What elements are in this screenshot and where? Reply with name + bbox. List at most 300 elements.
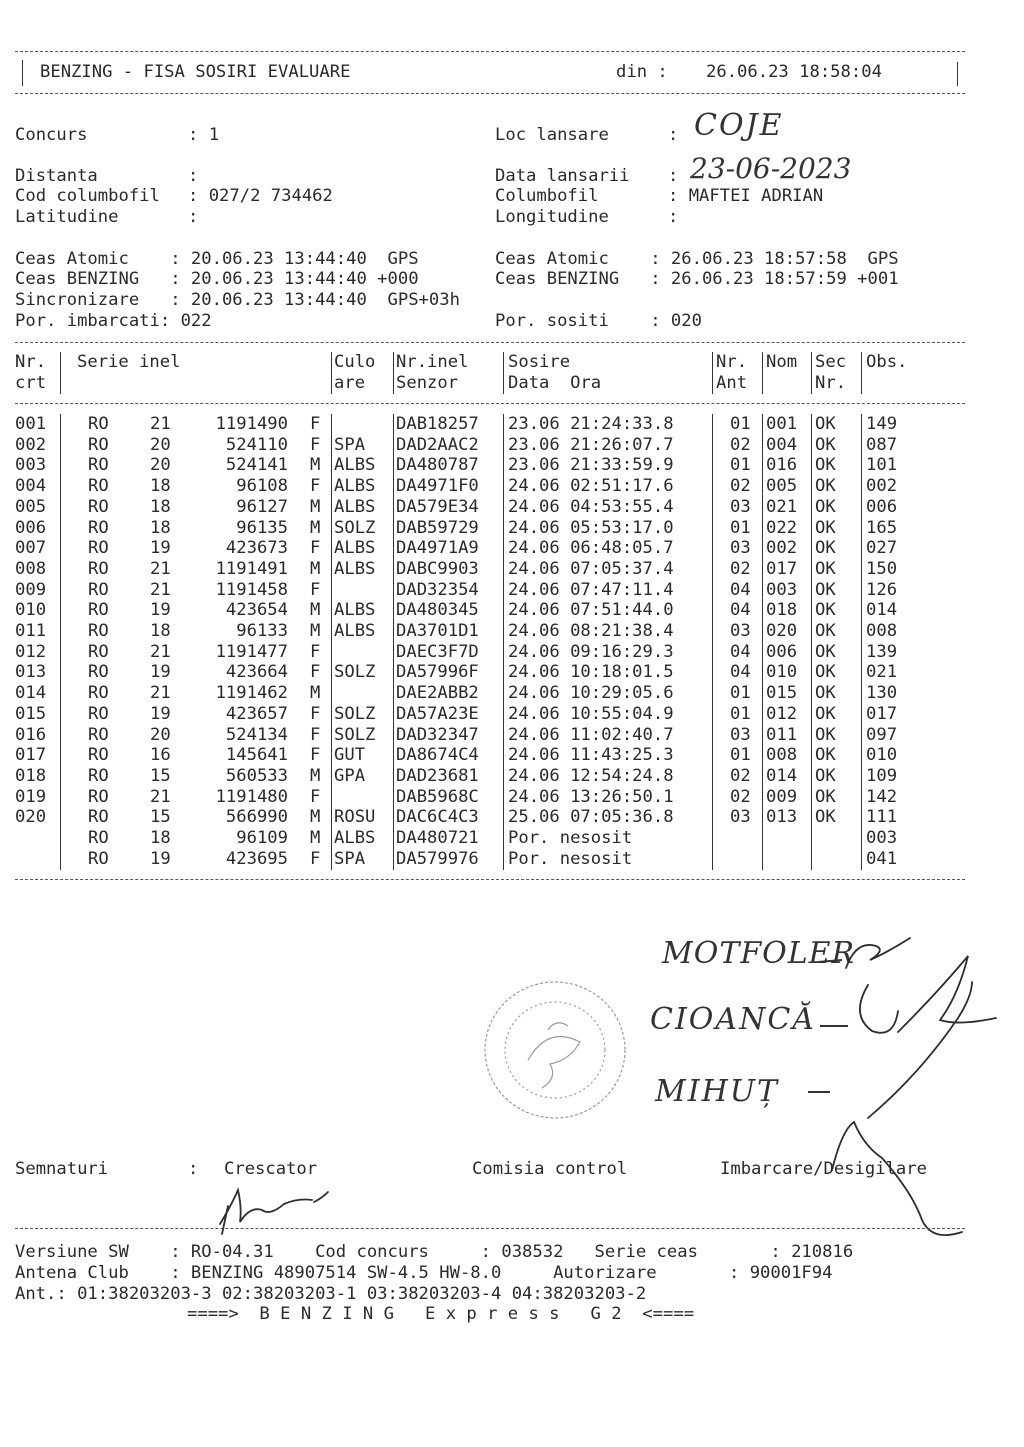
cell-nr: 008 [15, 558, 47, 579]
cell-sex: M [310, 807, 321, 828]
cell-senzor: DAB59729 [396, 517, 479, 538]
data-lansarii-label: Data lansarii [495, 166, 630, 186]
cell-sex: M [310, 517, 321, 538]
cell-obs: 126 [866, 579, 898, 600]
date-label: din : [616, 62, 668, 82]
cell-sex: M [310, 558, 321, 579]
columbofil-value: : MAFTEI ADRIAN [668, 186, 824, 206]
cell-ant: 02 [730, 434, 751, 455]
cell-nom: 001 [766, 414, 798, 434]
cell-an: 19 [150, 538, 171, 559]
cell-nom: 017 [766, 558, 798, 579]
cell-nr: 016 [15, 724, 47, 745]
distanta-label: Distanta [15, 166, 98, 186]
cell-sex: M [310, 496, 321, 517]
cell-inel: 96127 [236, 496, 288, 517]
cell-obs: 002 [866, 476, 898, 497]
loc-colon: : [668, 125, 679, 145]
cell-sec: OK [815, 579, 836, 600]
header-senzor: Senzor [396, 373, 459, 393]
cell-an: 18 [150, 517, 171, 538]
cell-sosire: 24.06 02:51:17.6 [508, 476, 674, 497]
cell-nom: 010 [766, 662, 798, 683]
cell-sosire: 23.06 21:24:33.8 [508, 414, 674, 434]
cell-obs: 097 [866, 724, 898, 745]
cell-an: 19 [150, 848, 171, 869]
cell-an: 19 [150, 703, 171, 724]
cell-ant: 02 [730, 786, 751, 807]
cell-sec: OK [815, 455, 836, 476]
cell-ant: 03 [730, 538, 751, 559]
cell-nom: 003 [766, 579, 798, 600]
cell-nom: 006 [766, 641, 798, 662]
cell-sec: OK [815, 414, 836, 434]
cell-sosire: 23.06 21:26:07.7 [508, 434, 674, 455]
cell-culoare: ALBS [334, 455, 376, 476]
cell-nom: 009 [766, 786, 798, 807]
crescator-label: Crescator [224, 1159, 318, 1179]
cell-ant: 04 [730, 662, 751, 683]
header-nr: Nr. [15, 352, 47, 372]
handwritten-name-1: MOTFOLER [662, 936, 856, 971]
cell-sex: M [310, 455, 321, 476]
commission-signatures [832, 938, 996, 1235]
cell-ant: 04 [730, 641, 751, 662]
cell-tara: RO [88, 745, 109, 766]
date-value: 26.06.23 18:58:04 [706, 62, 882, 82]
cell-obs: 142 [866, 786, 898, 807]
cell-an: 20 [150, 455, 171, 476]
cell-tara: RO [88, 662, 109, 683]
footer-antena: Antena Club : BENZING 48907514 SW-4.5 HW-8.0 Autorizare : 90001F94 [15, 1263, 833, 1283]
cell-inel: 96133 [236, 621, 288, 641]
cell-culoare: ROSU [334, 807, 376, 828]
cell-inel: 1191477 [215, 641, 288, 662]
cell-nr: 004 [15, 476, 47, 497]
cell-sec: OK [815, 683, 836, 704]
clock-sincronizare: Sincronizare : 20.06.23 13:44:40 GPS+03h [15, 290, 460, 310]
clock-left-benzing: Ceas BENZING : 20.06.23 13:44:40 +000 [15, 269, 419, 289]
cell-ant: 04 [730, 600, 751, 621]
latitudine-value: : [188, 207, 199, 227]
header-nr-inel: Nr.inel [396, 352, 469, 372]
cell-obs: 027 [866, 538, 898, 559]
cell-nr: 002 [15, 434, 47, 455]
cell-tara: RO [88, 455, 109, 476]
cell-senzor: DAEC3F7D [396, 641, 479, 662]
cod-columbofil-label: Cod columbofil [15, 186, 160, 206]
cell-senzor: DAE2ABB2 [396, 683, 479, 704]
cell-nom: 002 [766, 538, 798, 559]
cell-senzor: DA3701D1 [396, 621, 479, 641]
cell-inel: 423673 [225, 538, 288, 559]
cell-sec: OK [815, 517, 836, 538]
cell-sec: OK [815, 724, 836, 745]
cell-obs: 010 [866, 745, 898, 766]
header-nom: Nom [766, 352, 798, 372]
header-nr-ant: Nr. [716, 352, 748, 372]
cell-senzor: DA480787 [396, 455, 479, 476]
cell-senzor: DA480345 [396, 600, 479, 621]
cell-an: 18 [150, 476, 171, 497]
cell-sec: OK [815, 558, 836, 579]
columbofil-label: Columbofil [495, 186, 599, 206]
cell-obs: 087 [866, 434, 898, 455]
cell-sex: F [310, 476, 321, 497]
cell-obs: 139 [866, 641, 898, 662]
cell-culoare: SOLZ [334, 662, 376, 683]
cell-sex: F [310, 703, 321, 724]
cell-sosire: 25.06 07:05:36.8 [508, 807, 674, 828]
cell-sec: OK [815, 807, 836, 828]
cod-columbofil-value: : 027/2 734462 [188, 186, 333, 206]
cell-sosire: 24.06 06:48:05.7 [508, 538, 674, 559]
cell-inel: 1191490 [215, 414, 288, 434]
cell-sec: OK [815, 600, 836, 621]
loc-label: Loc lansare [495, 125, 609, 145]
page-title: BENZING - FISA SOSIRI EVALUARE [40, 62, 351, 82]
cell-an: 19 [150, 662, 171, 683]
cell-sosire: 24.06 05:53:17.0 [508, 517, 674, 538]
cell-tara: RO [88, 765, 109, 786]
cell-inel: 1191458 [215, 579, 288, 600]
cell-nom: 022 [766, 517, 798, 538]
cell-obs: 003 [866, 828, 898, 848]
cell-an: 18 [150, 621, 171, 641]
cell-nr: 010 [15, 600, 47, 621]
cell-culoare: ALBS [334, 828, 376, 848]
cell-obs: 101 [866, 455, 898, 476]
header-obs: Obs. [866, 352, 908, 372]
cell-nom: 020 [766, 621, 798, 641]
cell-senzor: DAB18257 [396, 414, 479, 434]
cell-senzor: DA579E34 [396, 496, 479, 517]
cell-obs: 150 [866, 558, 898, 579]
cell-sex: M [310, 765, 321, 786]
longitudine-value: : [668, 207, 679, 227]
cell-inel: 423654 [225, 600, 288, 621]
cell-an: 19 [150, 600, 171, 621]
header-sec-nr: Nr. [815, 373, 847, 393]
data-lansarii-handwritten: 23-06-2023 [690, 152, 852, 185]
cell-sex: M [310, 828, 321, 848]
cell-inel: 524141 [225, 455, 288, 476]
latitudine-label: Latitudine [15, 207, 119, 227]
cell-culoare: ALBS [334, 621, 376, 641]
cell-inel: 96135 [236, 517, 288, 538]
loc-value-handwritten: COJE [694, 108, 784, 143]
cell-ant: 03 [730, 807, 751, 828]
cell-sosire: 24.06 11:43:25.3 [508, 745, 674, 766]
clock-right-benzing: Ceas BENZING : 26.06.23 18:57:59 +001 [495, 269, 899, 289]
imbarcare-desigilare-label: Imbarcare/Desigilare [720, 1159, 927, 1179]
cell-tara: RO [88, 786, 109, 807]
cell-an: 21 [150, 414, 171, 434]
concurs-value: : 1 [188, 125, 220, 145]
cell-sex: M [310, 600, 321, 621]
cell-inel: 96108 [236, 476, 288, 497]
cell-inel: 1191462 [215, 683, 288, 704]
cell-obs: 021 [866, 662, 898, 683]
cell-nr: 019 [15, 786, 47, 807]
cell-nr: 018 [15, 765, 47, 786]
footer-brand-line: ====> B E N Z I N G E x p r e s s G 2 <==== [187, 1304, 695, 1324]
cell-senzor: DA480721 [396, 828, 479, 848]
cell-sex: F [310, 662, 321, 683]
cell-culoare: GPA [334, 765, 366, 786]
cell-sec: OK [815, 621, 836, 641]
cell-sosire: Por. nesosit [508, 828, 633, 848]
cell-tara: RO [88, 683, 109, 704]
cell-obs: 109 [866, 765, 898, 786]
cell-nom: 015 [766, 683, 798, 704]
cell-culoare: SOLZ [334, 724, 376, 745]
cell-nom: 012 [766, 703, 798, 724]
cell-nr: 012 [15, 641, 47, 662]
cell-sec: OK [815, 703, 836, 724]
cell-nom: 011 [766, 724, 798, 745]
cell-tara: RO [88, 703, 109, 724]
cell-ant: 03 [730, 724, 751, 745]
cell-sosire: 24.06 10:55:04.9 [508, 703, 674, 724]
cell-tara: RO [88, 434, 109, 455]
cell-senzor: DA579976 [396, 848, 479, 869]
cell-ant: 01 [730, 703, 751, 724]
cell-ant: 02 [730, 765, 751, 786]
cell-culoare: ALBS [334, 476, 376, 497]
cell-culoare: ALBS [334, 538, 376, 559]
cell-tara: RO [88, 538, 109, 559]
cell-culoare: ALBS [334, 600, 376, 621]
cell-sosire: 24.06 07:51:44.0 [508, 600, 674, 621]
header-culoare-1: Culo [334, 352, 376, 372]
cell-tara: RO [88, 621, 109, 641]
cell-sec: OK [815, 662, 836, 683]
cell-sosire: 24.06 12:54:24.8 [508, 765, 674, 786]
cell-an: 20 [150, 724, 171, 745]
porumbei-sositi: Por. sositi : 020 [495, 311, 702, 331]
cell-sosire: 24.06 10:18:01.5 [508, 662, 674, 683]
cell-inel: 423657 [225, 703, 288, 724]
cell-nr: 006 [15, 517, 47, 538]
cell-ant: 01 [730, 414, 751, 434]
header-serie-inel: Serie inel [77, 352, 181, 372]
cell-sex: F [310, 724, 321, 745]
cell-ant: 03 [730, 621, 751, 641]
cell-sosire: 24.06 09:16:29.3 [508, 641, 674, 662]
cell-nr: 001 [15, 414, 47, 434]
cell-culoare: SOLZ [334, 703, 376, 724]
cell-sosire: 24.06 08:21:38.4 [508, 621, 674, 641]
cell-sosire: 24.06 07:05:37.4 [508, 558, 674, 579]
cell-tara: RO [88, 724, 109, 745]
cell-ant: 01 [730, 517, 751, 538]
cell-an: 18 [150, 828, 171, 848]
semnaturi-colon: : [188, 1159, 199, 1179]
header-sec: Sec [815, 352, 847, 372]
cell-inel: 560533 [225, 765, 288, 786]
cell-obs: 165 [866, 517, 898, 538]
cell-obs: 130 [866, 683, 898, 704]
cell-culoare: SPA [334, 848, 366, 869]
cell-nr: 017 [15, 745, 47, 766]
cell-an: 21 [150, 558, 171, 579]
cell-nom: 014 [766, 765, 798, 786]
cell-sex: M [310, 621, 321, 641]
header-crt: crt [15, 373, 47, 393]
concurs-label: Concurs [15, 125, 88, 145]
cell-sosire: Por. nesosit [508, 848, 633, 869]
clock-left-atomic: Ceas Atomic : 20.06.23 13:44:40 GPS [15, 249, 419, 269]
cell-obs: 041 [866, 848, 898, 869]
cell-sec: OK [815, 765, 836, 786]
cell-nom: 018 [766, 600, 798, 621]
cell-senzor: DAD23681 [396, 765, 479, 786]
cell-nom: 016 [766, 455, 798, 476]
header-ant: Ant [716, 373, 748, 393]
cell-an: 18 [150, 496, 171, 517]
cell-an: 21 [150, 641, 171, 662]
cell-an: 21 [150, 786, 171, 807]
cell-sec: OK [815, 786, 836, 807]
longitudine-label: Longitudine [495, 207, 609, 227]
cell-nom: 005 [766, 476, 798, 497]
semnaturi-label: Semnaturi [15, 1159, 109, 1179]
cell-ant: 01 [730, 455, 751, 476]
cell-nr: 007 [15, 538, 47, 559]
cell-nr: 009 [15, 579, 47, 600]
cell-ant: 02 [730, 558, 751, 579]
cell-sex: F [310, 641, 321, 662]
cell-nom: 004 [766, 434, 798, 455]
cell-obs: 008 [866, 621, 898, 641]
cell-inel: 145641 [225, 745, 288, 766]
cell-sec: OK [815, 641, 836, 662]
cell-senzor: DAB5968C [396, 786, 479, 807]
cell-senzor: DAD32347 [396, 724, 479, 745]
handwritten-name-2: CIOANCĂ [650, 1002, 816, 1037]
footer-top-rule [15, 1228, 965, 1229]
cell-sec: OK [815, 538, 836, 559]
cell-nom: 013 [766, 807, 798, 828]
cell-ant: 04 [730, 579, 751, 600]
cell-tara: RO [88, 517, 109, 538]
cell-senzor: DABC9903 [396, 558, 479, 579]
cell-sec: OK [815, 476, 836, 497]
header-culoare-2: are [334, 373, 366, 393]
cell-tara: RO [88, 848, 109, 869]
cell-sosire: 24.06 11:02:40.7 [508, 724, 674, 745]
cell-tara: RO [88, 807, 109, 828]
cell-ant: 03 [730, 496, 751, 517]
cell-culoare: SOLZ [334, 517, 376, 538]
cell-nom: 008 [766, 745, 798, 766]
cell-an: 15 [150, 765, 171, 786]
clock-right-atomic: Ceas Atomic : 26.06.23 18:57:58 GPS [495, 249, 899, 269]
cell-senzor: DA57A23E [396, 703, 479, 724]
cell-sex: F [310, 848, 321, 869]
cell-obs: 149 [866, 414, 898, 434]
cell-an: 15 [150, 807, 171, 828]
cell-sosire: 24.06 13:26:50.1 [508, 786, 674, 807]
cell-obs: 111 [866, 807, 898, 828]
cell-nr: 011 [15, 621, 47, 641]
cell-inel: 524110 [225, 434, 288, 455]
cell-senzor: DAC6C4C3 [396, 807, 479, 828]
cell-tara: RO [88, 828, 109, 848]
cell-sex: F [310, 414, 321, 434]
cell-sex: F [310, 434, 321, 455]
cell-sex: F [310, 745, 321, 766]
footer-versiune: Versiune SW : RO-04.31 Cod concurs : 038532 Serie ceas : 210816 [15, 1242, 854, 1262]
name-dashes [808, 960, 848, 1092]
cell-tara: RO [88, 496, 109, 517]
cell-nom: 021 [766, 496, 798, 517]
porumbei-imbarcati: Por. imbarcati: 022 [15, 311, 212, 331]
cell-inel: 423695 [225, 848, 288, 869]
cell-sosire: 24.06 07:47:11.4 [508, 579, 674, 600]
cell-nr: 015 [15, 703, 47, 724]
cell-obs: 006 [866, 496, 898, 517]
header-data-ora: Data Ora [508, 373, 602, 393]
cell-senzor: DA8674C4 [396, 745, 479, 766]
cell-an: 16 [150, 745, 171, 766]
cell-ant: 02 [730, 476, 751, 497]
cell-inel: 96109 [236, 828, 288, 848]
cell-culoare: SPA [334, 434, 366, 455]
handwritten-name-3: MIHUȚ [655, 1074, 780, 1109]
cell-inel: 1191480 [215, 786, 288, 807]
cell-an: 20 [150, 434, 171, 455]
cell-nr: 013 [15, 662, 47, 683]
cell-inel: 423664 [225, 662, 288, 683]
cell-sosire: 24.06 10:29:05.6 [508, 683, 674, 704]
cell-ant: 01 [730, 745, 751, 766]
cell-nr: 003 [15, 455, 47, 476]
cell-tara: RO [88, 600, 109, 621]
cell-sosire: 23.06 21:33:59.9 [508, 455, 674, 476]
cell-sosire: 24.06 04:53:55.4 [508, 496, 674, 517]
cell-ant: 01 [730, 683, 751, 704]
cell-nr: 005 [15, 496, 47, 517]
comisia-control-label: Comisia control [472, 1159, 628, 1179]
cell-sec: OK [815, 745, 836, 766]
cell-inel: 1191491 [215, 558, 288, 579]
club-stamp [485, 982, 625, 1118]
cell-sec: OK [815, 496, 836, 517]
cell-obs: 017 [866, 703, 898, 724]
cell-tara: RO [88, 579, 109, 600]
distanta-value: : [188, 166, 199, 186]
cell-sex: F [310, 538, 321, 559]
cell-culoare: ALBS [334, 558, 376, 579]
cell-obs: 014 [866, 600, 898, 621]
cell-senzor: DA4971F0 [396, 476, 479, 497]
cell-culoare: ALBS [334, 496, 376, 517]
cell-sex: F [310, 786, 321, 807]
cell-tara: RO [88, 414, 109, 434]
data-lansarii-colon: : [668, 166, 679, 186]
cell-sex: F [310, 579, 321, 600]
footer-antene-list: Ant.: 01:38203203-3 02:38203203-1 03:38203203-4 04:38203203-2 [15, 1284, 647, 1304]
cell-an: 21 [150, 579, 171, 600]
cell-inel: 566990 [225, 807, 288, 828]
header-sosire: Sosire [508, 352, 571, 372]
cell-nr: 020 [15, 807, 47, 828]
cell-an: 21 [150, 683, 171, 704]
cell-inel: 524134 [225, 724, 288, 745]
cell-senzor: DA4971A9 [396, 538, 479, 559]
